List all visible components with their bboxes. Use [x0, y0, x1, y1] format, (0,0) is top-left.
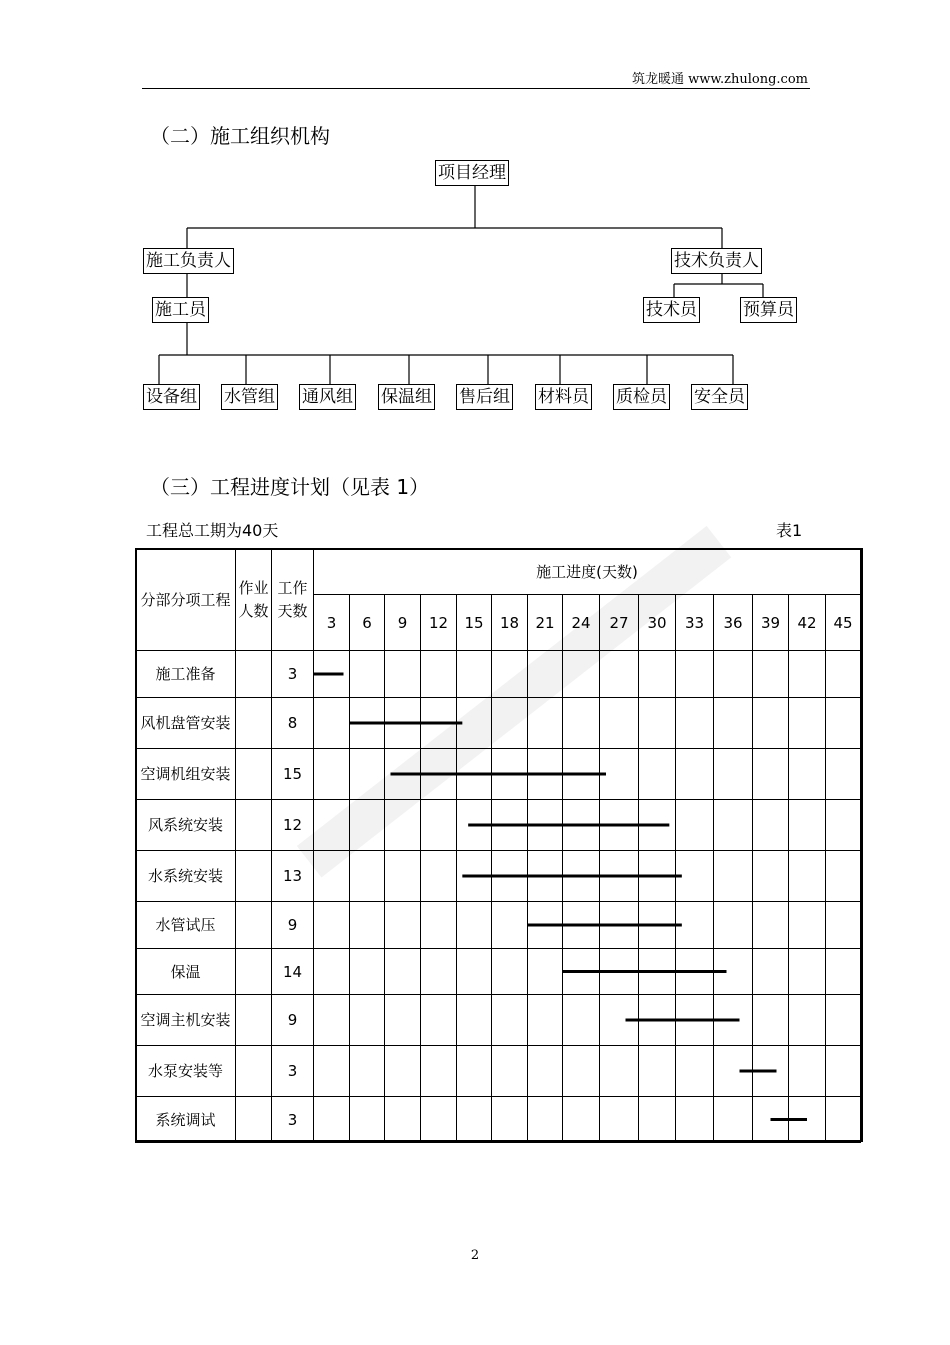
- task-days: 3: [272, 1097, 314, 1143]
- task-name: 水泵安装等: [136, 1046, 236, 1097]
- timeline-cell: [421, 902, 457, 949]
- org-box-manager: 项目经理: [435, 160, 509, 186]
- day-column-header: 12: [421, 595, 457, 651]
- table-row: [136, 902, 861, 949]
- timeline-cell: [600, 949, 639, 995]
- task-days: 9: [272, 995, 314, 1046]
- timeline-cell: [492, 851, 528, 902]
- timeline-cell: [753, 698, 789, 749]
- timeline-cell: [676, 749, 714, 800]
- timeline-cell: [314, 1046, 350, 1097]
- task-name: 水管试压: [136, 902, 236, 949]
- timeline-cell: [563, 949, 600, 995]
- org-box-group: 安全员: [691, 384, 748, 410]
- header-workers: 作业人数: [236, 549, 272, 651]
- timeline-cell: [385, 1097, 421, 1143]
- timeline-cell: [753, 1046, 789, 1097]
- timeline-cell: [600, 651, 639, 698]
- timeline-cell: [563, 851, 600, 902]
- timeline-cell: [639, 749, 676, 800]
- timeline-cell: [600, 749, 639, 800]
- task-days: 14: [272, 949, 314, 995]
- timeline-cell: [314, 651, 350, 698]
- timeline-cell: [421, 651, 457, 698]
- task-days: 15: [272, 749, 314, 800]
- timeline-cell: [314, 902, 350, 949]
- day-column-header: 30: [639, 595, 676, 651]
- timeline-cell: [714, 902, 753, 949]
- task-workers: [236, 698, 272, 749]
- timeline-cell: [826, 851, 861, 902]
- timeline-cell: [714, 949, 753, 995]
- table-label: 表1: [776, 521, 803, 540]
- timeline-cell: [421, 851, 457, 902]
- timeline-cell: [600, 902, 639, 949]
- page-number: 2: [470, 1248, 480, 1263]
- timeline-cell: [753, 949, 789, 995]
- timeline-cell: [753, 800, 789, 851]
- table-row: [136, 949, 861, 995]
- table-row: [136, 995, 861, 1046]
- timeline-cell: [421, 949, 457, 995]
- timeline-cell: [457, 949, 492, 995]
- timeline-cell: [314, 949, 350, 995]
- timeline-cell: [563, 698, 600, 749]
- task-days: 3: [272, 1046, 314, 1097]
- org-box-group: 水管组: [221, 384, 278, 410]
- task-days: 9: [272, 902, 314, 949]
- org-box-group: 售后组: [456, 384, 513, 410]
- timeline-cell: [789, 949, 826, 995]
- timeline-cell: [639, 800, 676, 851]
- table-row: [136, 1097, 861, 1143]
- timeline-cell: [714, 651, 753, 698]
- task-name: 空调机组安装: [136, 749, 236, 800]
- timeline-cell: [789, 749, 826, 800]
- timeline-cell: [826, 698, 861, 749]
- timeline-cell: [457, 902, 492, 949]
- table-row: [136, 698, 861, 749]
- timeline-cell: [385, 949, 421, 995]
- task-workers: [236, 949, 272, 995]
- timeline-cell: [492, 651, 528, 698]
- timeline-cell: [789, 902, 826, 949]
- task-workers: [236, 1097, 272, 1143]
- org-box-technician: 技术员: [643, 297, 700, 323]
- timeline-cell: [826, 1097, 861, 1143]
- schedule-table: [135, 548, 861, 1143]
- day-column-header: 15: [457, 595, 492, 651]
- org-box-group: 通风组: [299, 384, 356, 410]
- timeline-cell: [563, 902, 600, 949]
- day-column-header: 6: [350, 595, 385, 651]
- timeline-cell: [563, 800, 600, 851]
- timeline-cell: [492, 698, 528, 749]
- timeline-cell: [676, 851, 714, 902]
- timeline-cell: [789, 651, 826, 698]
- day-column-header: 39: [753, 595, 789, 651]
- org-box-constructor: 施工员: [152, 297, 209, 323]
- timeline-cell: [350, 902, 385, 949]
- timeline-cell: [600, 698, 639, 749]
- timeline-cell: [492, 800, 528, 851]
- timeline-cell: [639, 1046, 676, 1097]
- timeline-cell: [528, 902, 563, 949]
- timeline-cell: [457, 651, 492, 698]
- timeline-cell: [714, 800, 753, 851]
- day-column-header: 18: [492, 595, 528, 651]
- task-name: 空调主机安装: [136, 995, 236, 1046]
- timeline-cell: [314, 995, 350, 1046]
- timeline-cell: [350, 995, 385, 1046]
- timeline-cell: [457, 1046, 492, 1097]
- timeline-cell: [528, 698, 563, 749]
- timeline-cell: [457, 800, 492, 851]
- timeline-cell: [385, 800, 421, 851]
- timeline-cell: [350, 1046, 385, 1097]
- timeline-cell: [421, 698, 457, 749]
- timeline-cell: [528, 1097, 563, 1143]
- timeline-cell: [639, 851, 676, 902]
- table-row: [136, 851, 861, 902]
- org-box-group: 保温组: [378, 384, 435, 410]
- timeline-cell: [753, 851, 789, 902]
- timeline-cell: [563, 1097, 600, 1143]
- timeline-cell: [457, 749, 492, 800]
- timeline-cell: [528, 949, 563, 995]
- timeline-cell: [528, 851, 563, 902]
- timeline-cell: [676, 800, 714, 851]
- timeline-cell: [676, 698, 714, 749]
- timeline-cell: [350, 851, 385, 902]
- timeline-cell: [350, 949, 385, 995]
- org-box-technical-lead: 技术负责人: [671, 248, 762, 274]
- timeline-cell: [314, 800, 350, 851]
- day-column-header: 33: [676, 595, 714, 651]
- timeline-cell: [639, 902, 676, 949]
- timeline-cell: [714, 995, 753, 1046]
- table-row: [136, 1046, 861, 1097]
- timeline-cell: [528, 800, 563, 851]
- timeline-cell: [714, 749, 753, 800]
- timeline-cell: [421, 1097, 457, 1143]
- timeline-cell: [714, 851, 753, 902]
- timeline-cell: [421, 749, 457, 800]
- task-workers: [236, 902, 272, 949]
- timeline-cell: [826, 800, 861, 851]
- timeline-cell: [492, 995, 528, 1046]
- header-progress: 施工进度(天数): [314, 549, 861, 595]
- timeline-cell: [528, 749, 563, 800]
- timeline-cell: [826, 651, 861, 698]
- timeline-cell: [639, 698, 676, 749]
- section-title-org: （二）施工组织机构: [150, 124, 330, 148]
- timeline-cell: [492, 1097, 528, 1143]
- day-column-header: 24: [563, 595, 600, 651]
- task-workers: [236, 749, 272, 800]
- org-box-budgeter: 预算员: [740, 297, 797, 323]
- timeline-cell: [600, 1097, 639, 1143]
- timeline-cell: [563, 1046, 600, 1097]
- task-workers: [236, 800, 272, 851]
- timeline-cell: [826, 749, 861, 800]
- task-name: 施工准备: [136, 651, 236, 698]
- day-column-header: 27: [600, 595, 639, 651]
- timeline-cell: [789, 995, 826, 1046]
- timeline-cell: [563, 749, 600, 800]
- timeline-cell: [676, 1097, 714, 1143]
- timeline-cell: [314, 749, 350, 800]
- timeline-cell: [350, 749, 385, 800]
- task-days: 3: [272, 651, 314, 698]
- task-name: 系统调试: [136, 1097, 236, 1143]
- timeline-cell: [350, 698, 385, 749]
- day-column-header: 9: [385, 595, 421, 651]
- timeline-cell: [826, 995, 861, 1046]
- timeline-cell: [385, 749, 421, 800]
- timeline-cell: [492, 949, 528, 995]
- timeline-cell: [385, 995, 421, 1046]
- org-chart-connectors: [0, 0, 950, 420]
- timeline-cell: [639, 651, 676, 698]
- day-column-header: 36: [714, 595, 753, 651]
- timeline-cell: [385, 902, 421, 949]
- timeline-cell: [457, 1097, 492, 1143]
- task-name: 风机盘管安装: [136, 698, 236, 749]
- timeline-cell: [639, 1097, 676, 1143]
- timeline-cell: [600, 851, 639, 902]
- task-days: 13: [272, 851, 314, 902]
- timeline-cell: [753, 995, 789, 1046]
- timeline-cell: [421, 800, 457, 851]
- task-name: 水系统安装: [136, 851, 236, 902]
- timeline-cell: [457, 995, 492, 1046]
- timeline-cell: [492, 749, 528, 800]
- timeline-cell: [314, 698, 350, 749]
- task-name: 保温: [136, 949, 236, 995]
- timeline-cell: [528, 1046, 563, 1097]
- timeline-cell: [676, 1046, 714, 1097]
- timeline-cell: [350, 651, 385, 698]
- timeline-cell: [350, 1097, 385, 1143]
- timeline-cell: [600, 995, 639, 1046]
- task-workers: [236, 995, 272, 1046]
- org-box-construction-lead: 施工负责人: [143, 248, 234, 274]
- task-name: 风系统安装: [136, 800, 236, 851]
- timeline-cell: [492, 902, 528, 949]
- timeline-cell: [421, 1046, 457, 1097]
- header-row: [136, 549, 861, 595]
- timeline-cell: [314, 1097, 350, 1143]
- timeline-cell: [714, 1046, 753, 1097]
- org-box-group: 质检员: [613, 384, 670, 410]
- task-days: 8: [272, 698, 314, 749]
- table-row: [136, 800, 861, 851]
- timeline-cell: [528, 651, 563, 698]
- header-days: 工作天数: [272, 549, 314, 651]
- timeline-cell: [563, 651, 600, 698]
- timeline-cell: [385, 651, 421, 698]
- timeline-cell: [385, 698, 421, 749]
- timeline-cell: [676, 651, 714, 698]
- day-column-header: 3: [314, 595, 350, 651]
- timeline-cell: [600, 1046, 639, 1097]
- org-box-group: 设备组: [143, 384, 200, 410]
- timeline-cell: [789, 851, 826, 902]
- timeline-cell: [385, 851, 421, 902]
- timeline-cell: [826, 1046, 861, 1097]
- timeline-cell: [639, 949, 676, 995]
- total-period: 工程总工期为40天: [146, 521, 279, 540]
- task-workers: [236, 651, 272, 698]
- timeline-cell: [600, 800, 639, 851]
- task-days: 12: [272, 800, 314, 851]
- timeline-cell: [314, 851, 350, 902]
- org-box-group: 材料员: [535, 384, 592, 410]
- timeline-cell: [457, 851, 492, 902]
- timeline-cell: [789, 800, 826, 851]
- timeline-cell: [789, 1097, 826, 1143]
- table-row: [136, 749, 861, 800]
- day-column-header: 42: [789, 595, 826, 651]
- timeline-cell: [676, 902, 714, 949]
- timeline-cell: [714, 1097, 753, 1143]
- section-title-schedule: （三）工程进度计划（见表 1）: [150, 475, 430, 499]
- timeline-cell: [350, 800, 385, 851]
- timeline-cell: [676, 995, 714, 1046]
- timeline-cell: [789, 1046, 826, 1097]
- day-column-header: 21: [528, 595, 563, 651]
- timeline-cell: [826, 902, 861, 949]
- timeline-cell: [826, 949, 861, 995]
- table-row: [136, 651, 861, 698]
- timeline-cell: [676, 949, 714, 995]
- timeline-cell: [421, 995, 457, 1046]
- task-workers: [236, 1046, 272, 1097]
- task-workers: [236, 851, 272, 902]
- timeline-cell: [457, 698, 492, 749]
- timeline-cell: [639, 995, 676, 1046]
- timeline-cell: [714, 698, 753, 749]
- timeline-cell: [753, 902, 789, 949]
- timeline-cell: [563, 995, 600, 1046]
- timeline-cell: [528, 995, 563, 1046]
- header-text: 筑龙暖通 www.zhulong.com: [632, 72, 808, 87]
- timeline-cell: [492, 1046, 528, 1097]
- timeline-cell: [385, 1046, 421, 1097]
- timeline-cell: [789, 698, 826, 749]
- timeline-cell: [753, 1097, 789, 1143]
- timeline-cell: [753, 651, 789, 698]
- day-column-header: 45: [826, 595, 861, 651]
- timeline-cell: [753, 749, 789, 800]
- header-task: 分部分项工程: [136, 549, 236, 651]
